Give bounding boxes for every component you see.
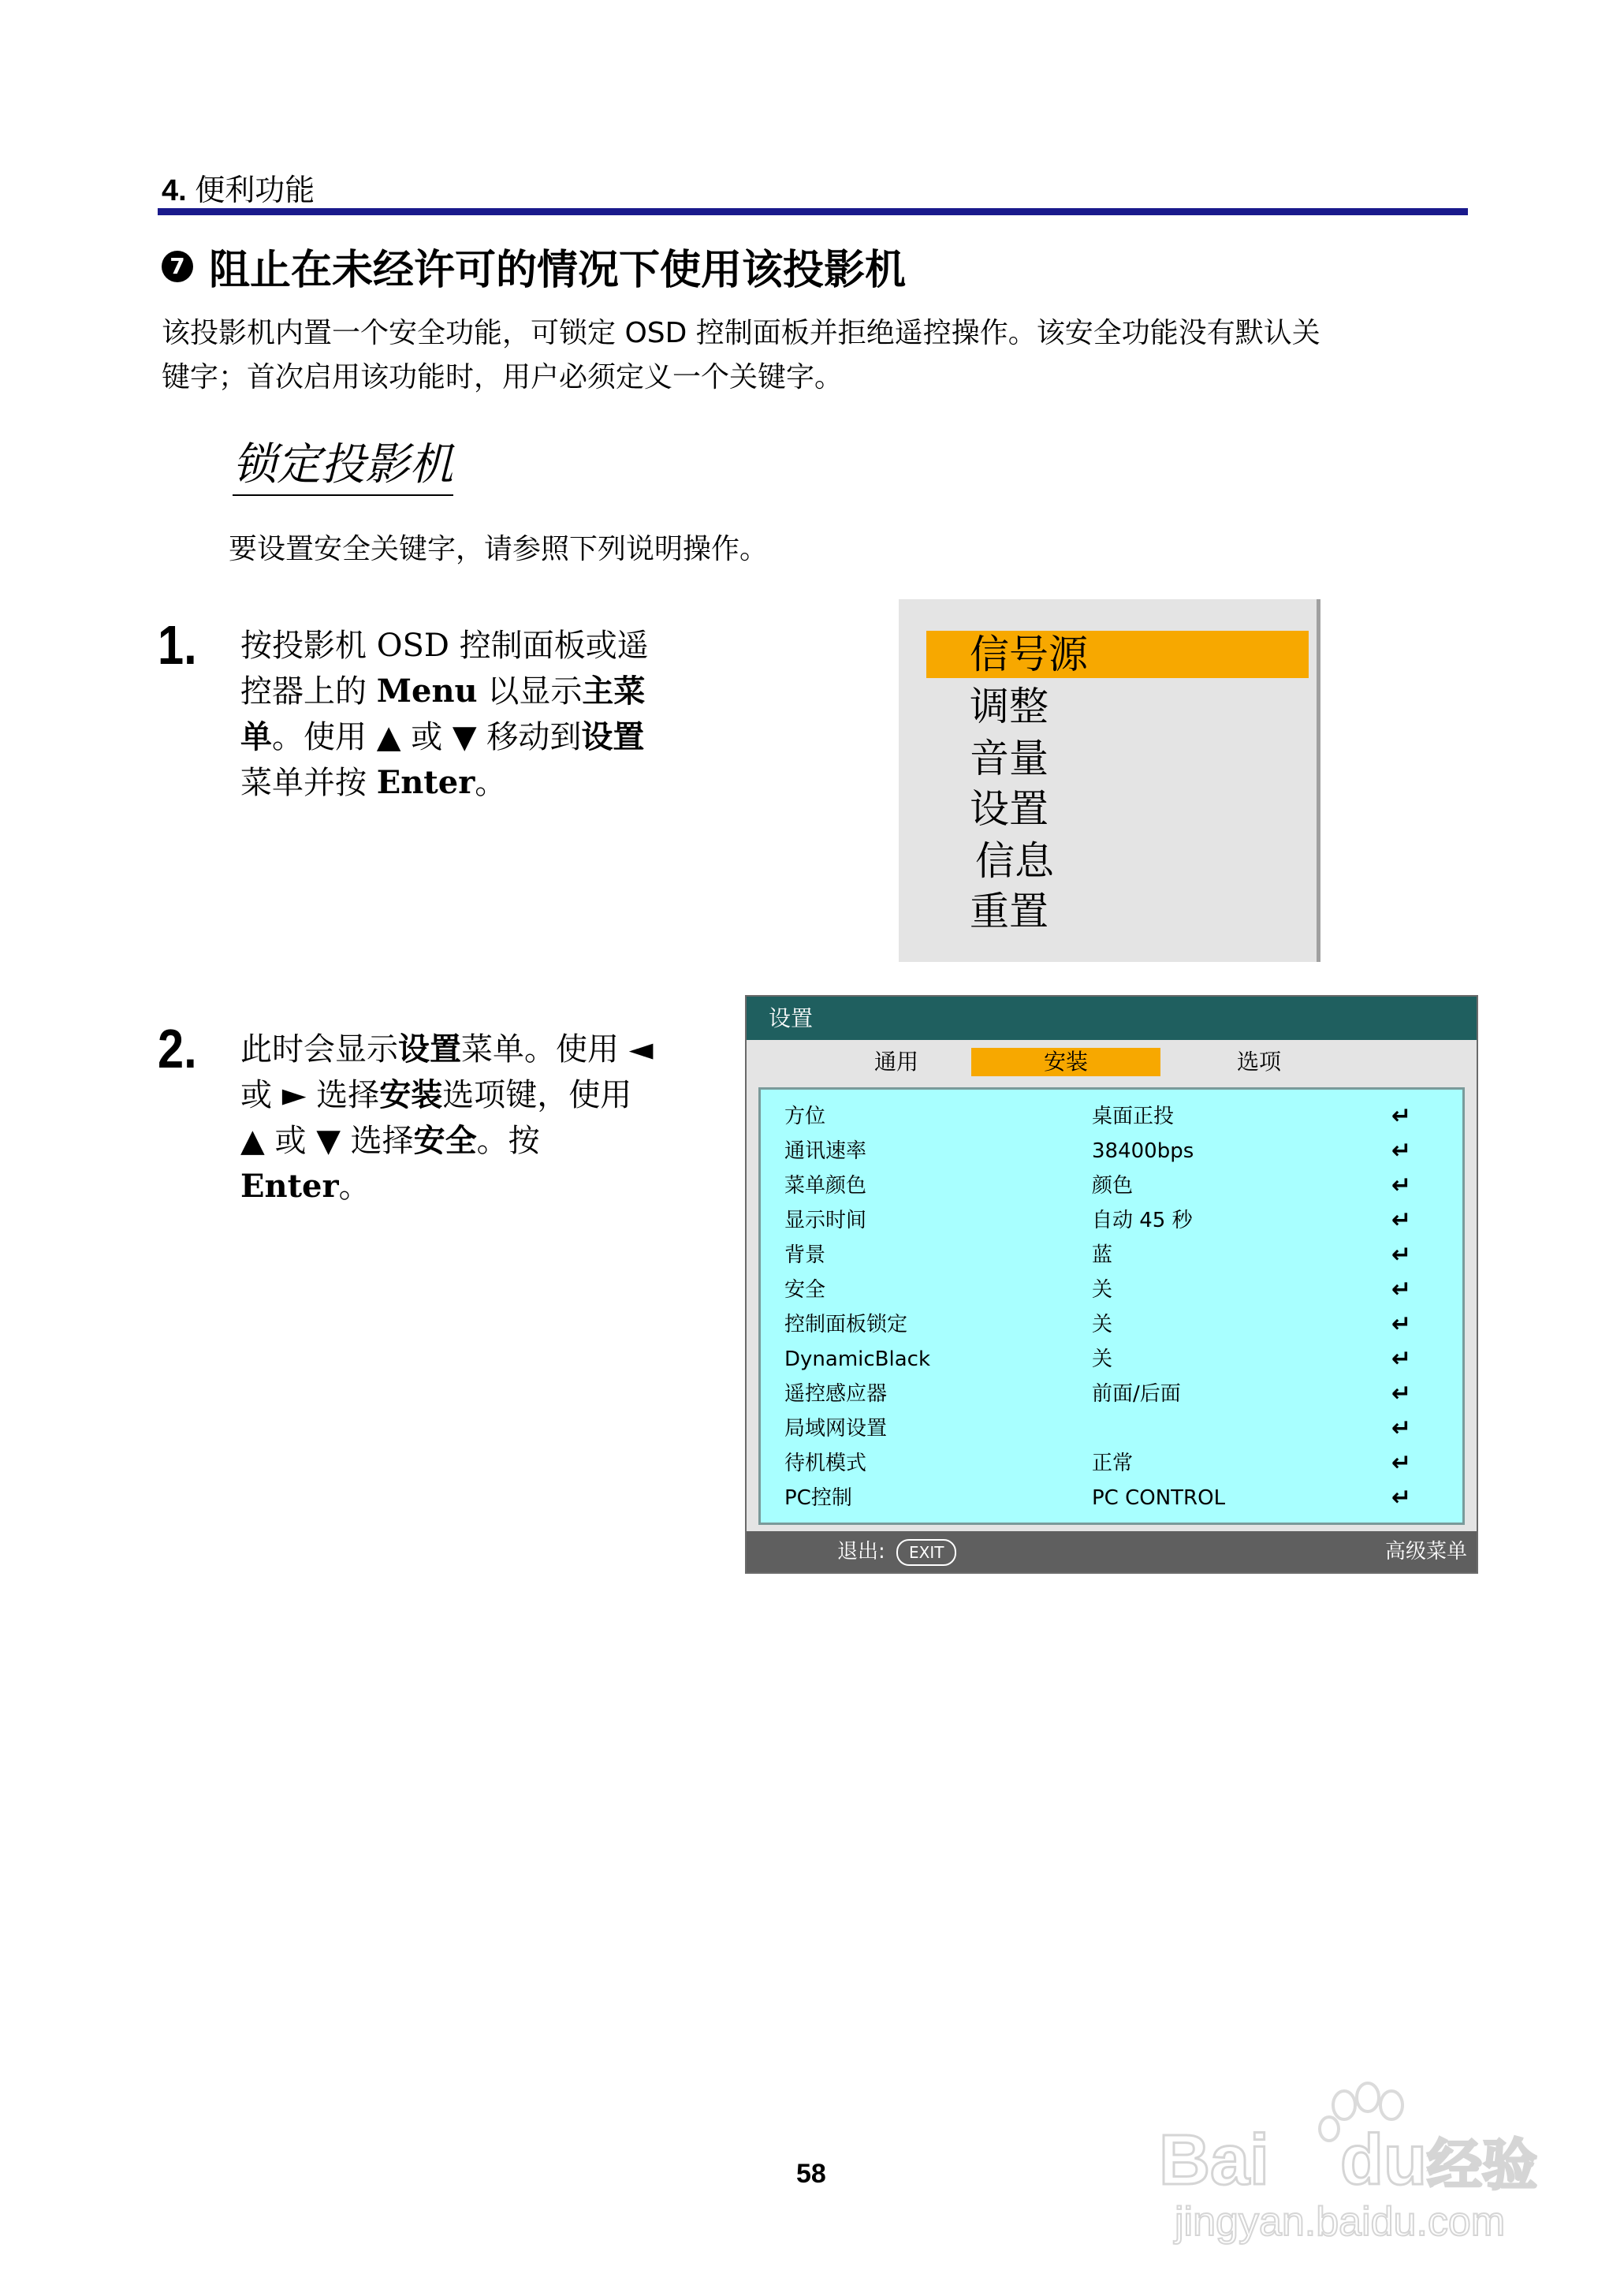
step-keyword: 安装 [379,1076,443,1113]
step-text: 此时会显示 [240,1031,398,1068]
enter-icon: ↵ [1391,1102,1412,1130]
setting-value: 蓝 [1092,1243,1113,1267]
main-menu-item-settings[interactable]: 设置 [970,786,1049,832]
setting-label: 待机模式 [784,1452,867,1475]
step-text: ▲ 或 ▼ 选择 [240,1123,414,1159]
step-instructions [240,623,706,806]
chapter-heading [162,166,315,209]
setting-label: PC控制 [784,1486,852,1510]
osd-settings-panel [758,1087,1465,1525]
step-number: 2. [158,1018,197,1079]
settings-osd [745,995,1478,1574]
setting-value: 自动 45 秒 [1092,1209,1193,1232]
setting-row-background[interactable] [761,1238,1462,1273]
paw-icon [1143,2074,1553,2247]
step-text: 按投影机 OSD 控制面板或遥 [240,628,649,664]
watermark-brand-a: Bai [1159,2121,1270,2200]
setting-label: DynamicBlack [784,1347,931,1371]
step-keyword: Enter [376,764,475,801]
setting-value: 关 [1092,1313,1113,1336]
setting-label: 方位 [784,1105,826,1128]
section-title-text: 阻止在未经许可的情况下使用该投影机 [209,247,907,294]
setting-label: 通讯速率 [784,1139,867,1163]
step-instructions [240,1027,706,1210]
intro-paragraph [162,311,1486,400]
main-menu [899,599,1320,962]
tab-options[interactable]: 选项 [1236,1049,1281,1075]
watermark-brand-b: du [1340,2121,1427,2200]
step-text: 。按 [476,1123,540,1159]
enter-icon: ↵ [1391,1449,1412,1477]
step-keyword: 单 [240,718,272,755]
intro-line: 该投影机内置一个安全功能，可锁定 OSD 控制面板并拒绝遥控操作。该安全功能没有默认关 [162,317,1320,349]
osd-tabs [747,1048,1477,1079]
main-menu-item-volume[interactable]: 音量 [970,736,1049,781]
step-keyword: 主菜 [582,673,646,710]
setting-value: 正常 [1092,1452,1134,1475]
exit-button[interactable]: EXIT [896,1539,956,1566]
step-text: 或 ► 选择 [240,1077,380,1113]
exit-label: 退出: [837,1540,885,1564]
tab-installation[interactable]: 安装 [971,1048,1160,1076]
setting-row-orientation[interactable] [761,1099,1462,1134]
step-text: 控器上的 [240,673,377,710]
setting-label: 安全 [784,1278,826,1302]
step-text: 选项键，使用 [442,1077,632,1113]
watermark-brand-c: 经验 [1427,2133,1537,2197]
setting-value: 38400bps [1092,1139,1194,1163]
setting-value: PC CONTROL [1092,1486,1226,1510]
osd-footer [747,1531,1477,1572]
enter-icon: ↵ [1391,1380,1412,1407]
step-text: 以显示 [477,673,583,710]
enter-icon: ↵ [1391,1310,1412,1338]
setting-row-baud-rate[interactable] [761,1134,1462,1168]
enter-icon: ↵ [1391,1172,1412,1199]
step-number: 1. [158,614,197,676]
main-menu-item-info[interactable]: 信息 [975,838,1054,884]
setting-value: 前面/后面 [1092,1382,1181,1406]
advanced-menu-label: 高级菜单 [1384,1540,1467,1564]
osd-title: 设置 [747,997,1477,1040]
setting-value: 桌面正投 [1092,1105,1175,1128]
step-text: 。 [338,1168,371,1205]
setting-row-display-time[interactable] [761,1203,1462,1238]
subheading: 锁定投影机 [233,430,453,496]
step-keyword: 设置 [398,1031,461,1068]
step-text: 。 [475,765,507,801]
main-menu-item-reset[interactable]: 重置 [970,889,1049,934]
setting-row-standby[interactable] [761,1446,1462,1481]
setting-label: 背景 [784,1243,826,1267]
setting-value: 关 [1092,1347,1113,1371]
setting-row-panel-lock[interactable] [761,1307,1462,1342]
setting-row-menu-color[interactable] [761,1168,1462,1203]
setting-row-remote-sensor[interactable] [761,1377,1462,1411]
enter-icon: ↵ [1391,1345,1412,1373]
setting-row-lan[interactable] [761,1411,1462,1446]
header-rule [158,208,1468,215]
enter-icon: ↵ [1391,1484,1412,1511]
watermark-url: jingyan.baidu.com [1175,2199,1506,2245]
section-title [162,237,906,296]
step-keyword: 设置 [581,718,645,755]
enter-icon: ↵ [1391,1414,1412,1442]
intro-line: 键字；首次启用该功能时，用户必须定义一个关键字。 [162,361,844,393]
setting-label: 菜单颜色 [784,1174,867,1198]
setting-row-security[interactable] [761,1273,1462,1307]
setting-value: 颜色 [1092,1174,1134,1198]
step-keyword: Enter [240,1168,339,1205]
lead-text: 要设置安全关键字，请参照下列说明操作。 [229,533,769,565]
setting-row-pc-control[interactable] [761,1481,1462,1515]
setting-label: 局域网设置 [784,1417,888,1441]
setting-label: 控制面板锁定 [784,1313,908,1336]
chapter-title: 便利功能 [195,173,315,207]
enter-icon: ↵ [1391,1276,1412,1303]
section-bullet: 7 [162,251,193,282]
step-text: 菜单。使用 ◄ [461,1031,654,1068]
setting-label: 显示时间 [784,1209,867,1232]
main-menu-item-adjust[interactable]: 调整 [970,684,1049,729]
enter-icon: ↵ [1391,1241,1412,1269]
step-keyword: 安全 [413,1122,477,1159]
step-keyword: Menu [376,673,478,710]
enter-icon: ↵ [1391,1137,1412,1165]
main-menu-item-source[interactable]: 信号源 [926,631,1309,678]
setting-row-dynamic-black[interactable] [761,1342,1462,1377]
enter-icon: ↵ [1391,1206,1412,1234]
baidu-watermark [1143,2074,1553,2247]
step-text: 菜单并按 [240,765,377,801]
chapter-number: 4. [162,174,187,207]
step-text: 。使用 ▲ 或 ▼ 移动到 [272,719,582,755]
setting-value: 关 [1092,1278,1113,1302]
page-number: 58 [796,2159,826,2189]
setting-label: 遥控感应器 [784,1382,888,1406]
tab-general[interactable]: 通用 [873,1049,918,1075]
